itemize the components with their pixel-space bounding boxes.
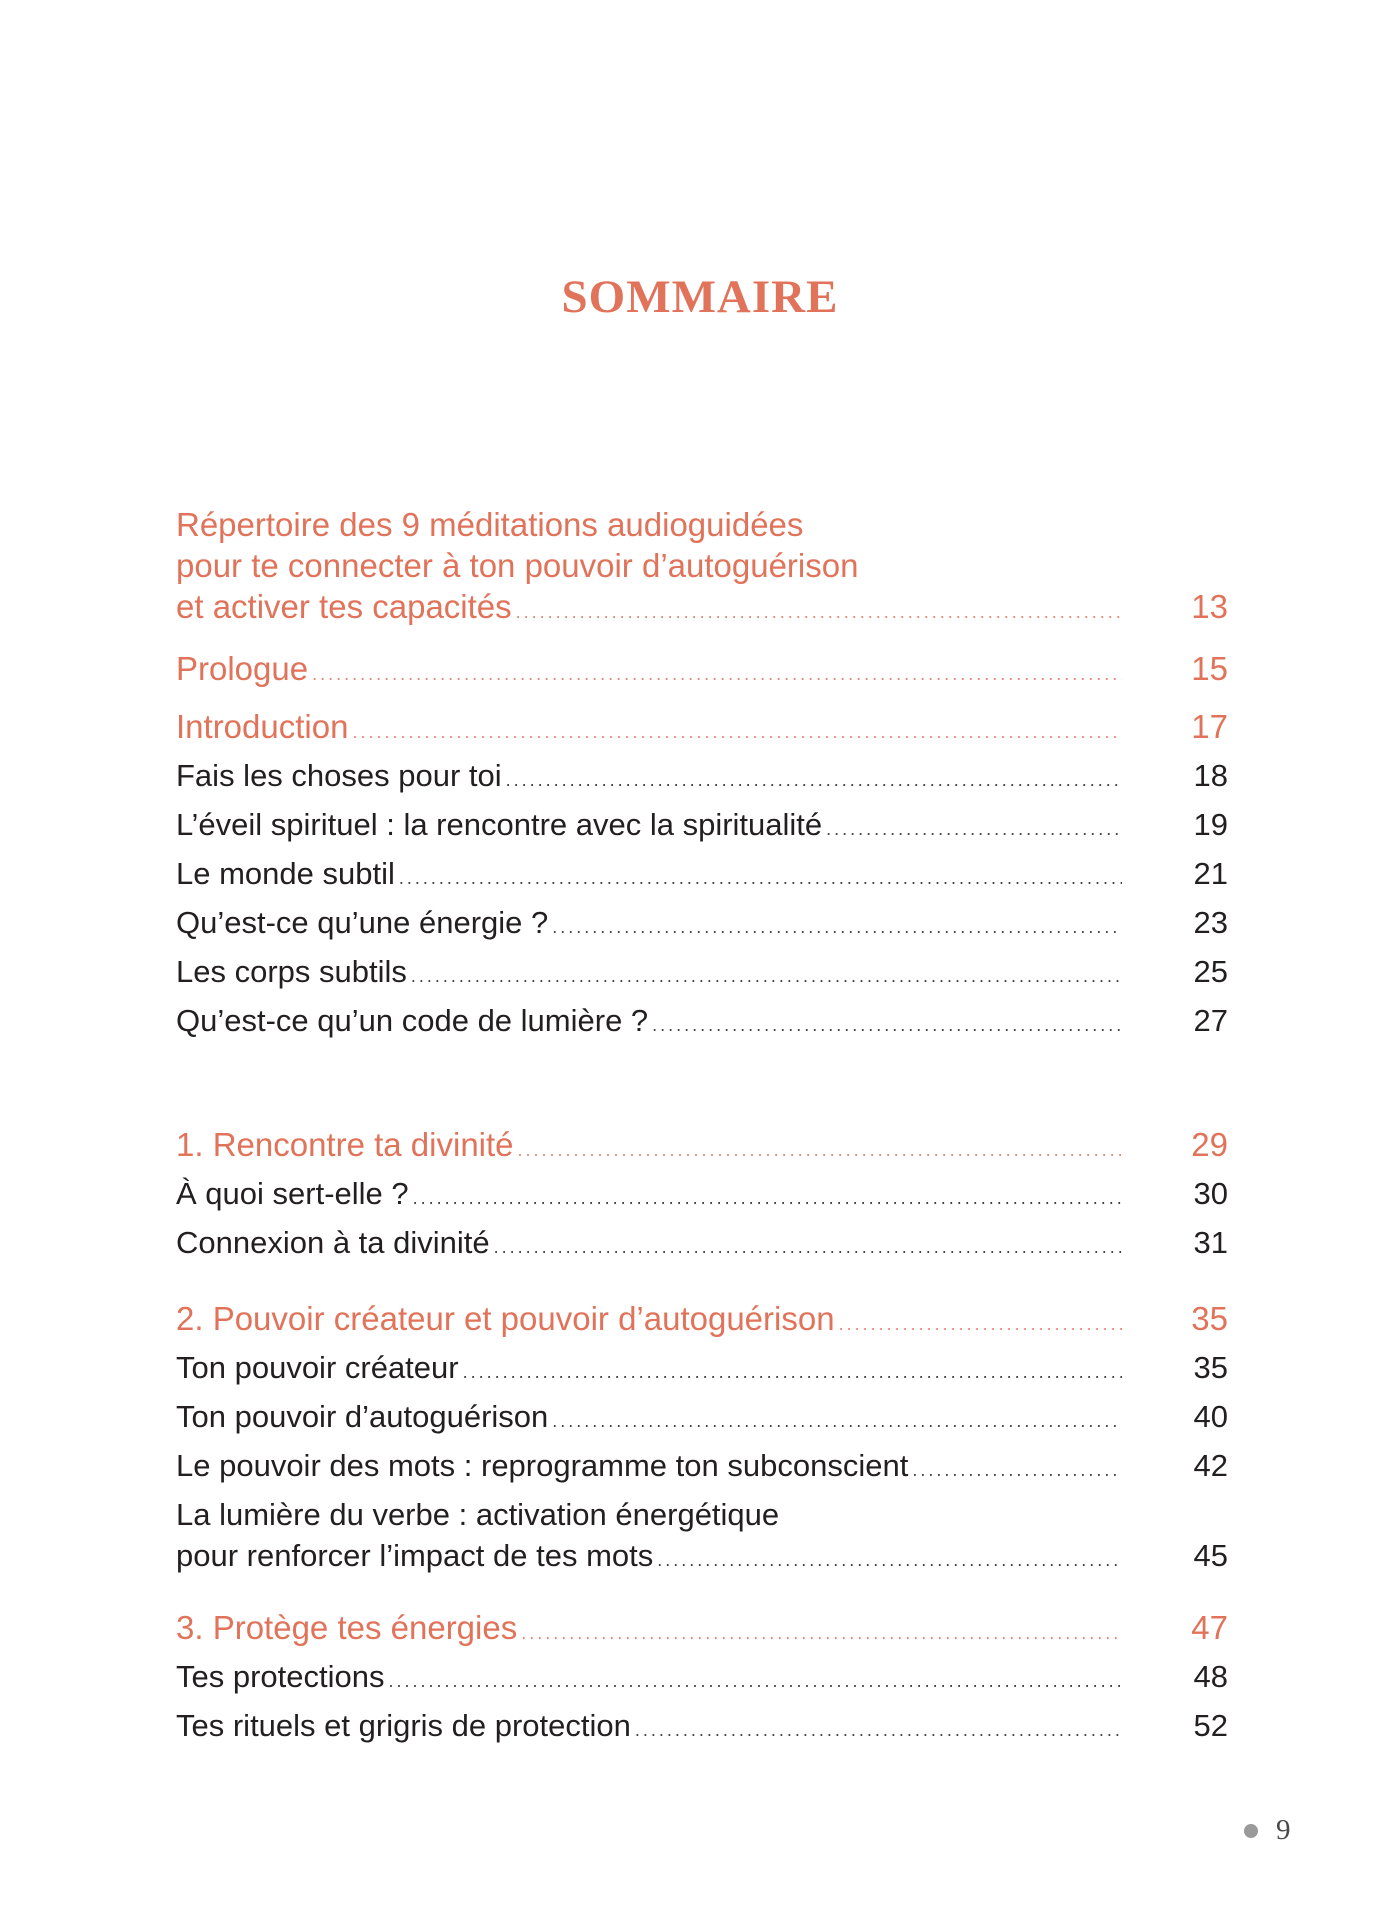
toc-section-entry[interactable] bbox=[176, 1124, 1228, 1171]
toc-page-number: 35 bbox=[1191, 1300, 1228, 1337]
dot-leader bbox=[826, 809, 1122, 850]
dot-leader bbox=[912, 1450, 1122, 1491]
toc-entry-title: Ton pouvoir créateur bbox=[176, 1350, 459, 1385]
dot-leader bbox=[494, 1227, 1122, 1268]
toc-entry-row bbox=[176, 1607, 1228, 1654]
dot-leader bbox=[413, 1178, 1122, 1219]
toc-entry-title: Ton pouvoir d’autoguérison bbox=[176, 1399, 549, 1434]
toc-entry-title: Connexion à ta divinité bbox=[176, 1225, 490, 1260]
toc-entry-row bbox=[176, 804, 1228, 850]
toc-entry-row bbox=[176, 586, 1228, 633]
page-folio bbox=[1244, 1814, 1291, 1847]
toc-entry-row bbox=[176, 755, 1228, 801]
toc-page-number: 13 bbox=[1191, 588, 1228, 625]
toc-entry[interactable] bbox=[176, 1347, 1228, 1393]
dot-leader bbox=[518, 1130, 1122, 1171]
toc-entry-title: À quoi sert-elle ? bbox=[176, 1176, 409, 1211]
toc-entry-title-line: Répertoire des 9 méditations audioguidées bbox=[176, 506, 804, 543]
toc-entry-row bbox=[176, 1396, 1228, 1442]
toc-entry-row bbox=[176, 1222, 1228, 1268]
toc-entry[interactable] bbox=[176, 804, 1228, 850]
toc-page-number: 17 bbox=[1191, 708, 1228, 745]
toc-page-number: 48 bbox=[1193, 1659, 1228, 1694]
toc-entry-row bbox=[176, 853, 1228, 899]
toc-entry[interactable] bbox=[176, 755, 1228, 801]
toc-entry-title: Introduction bbox=[176, 708, 349, 745]
toc-entry-title: Les corps subtils bbox=[176, 954, 407, 989]
dot-leader bbox=[411, 956, 1122, 997]
dot-leader bbox=[635, 1710, 1122, 1751]
toc-entry-title: Tes protections bbox=[176, 1659, 385, 1694]
toc-page-number: 42 bbox=[1193, 1448, 1228, 1483]
toc-entry-row bbox=[176, 1000, 1228, 1046]
dot-leader bbox=[839, 1304, 1122, 1345]
toc-entry-title: et activer tes capacités bbox=[176, 588, 512, 625]
toc-entry-row bbox=[176, 951, 1228, 997]
dot-leader bbox=[657, 1540, 1122, 1581]
toc-entry-row bbox=[176, 1535, 1228, 1581]
dot-leader bbox=[389, 1661, 1123, 1702]
toc-page-number: 52 bbox=[1193, 1708, 1228, 1743]
toc-entry-row bbox=[176, 1656, 1228, 1702]
toc-page-number: 47 bbox=[1191, 1609, 1228, 1646]
dot-leader bbox=[652, 1005, 1122, 1046]
toc-section-entry[interactable] bbox=[176, 1298, 1228, 1345]
toc-entry-title: L’éveil spirituel : la rencontre avec la spiritualité bbox=[176, 807, 823, 842]
bullet-icon bbox=[1244, 1824, 1258, 1838]
toc-entry-row bbox=[176, 1705, 1228, 1751]
toc-entry[interactable] bbox=[176, 853, 1228, 899]
toc-entry-title: Le pouvoir des mots : reprogramme ton subconscient bbox=[176, 1448, 909, 1483]
toc-page-number: 21 bbox=[1193, 856, 1228, 891]
toc-entry-title-line: pour te connecter à ton pouvoir d’autoguérison bbox=[176, 547, 859, 584]
dot-leader bbox=[552, 1401, 1122, 1442]
toc-entry-title: Qu’est-ce qu’une énergie ? bbox=[176, 905, 549, 940]
toc-entry-row bbox=[176, 1173, 1228, 1219]
toc-entry-row bbox=[176, 1445, 1228, 1491]
toc-entry-row bbox=[176, 902, 1228, 948]
toc-page-number: 40 bbox=[1193, 1399, 1228, 1434]
toc-entry-title: Le monde subtil bbox=[176, 856, 395, 891]
dot-leader bbox=[552, 907, 1122, 948]
dot-leader bbox=[463, 1352, 1122, 1393]
dot-leader bbox=[352, 712, 1122, 753]
dot-leader bbox=[516, 592, 1122, 633]
toc-page-number: 29 bbox=[1191, 1126, 1228, 1163]
toc-entry-title: 1. Rencontre ta divinité bbox=[176, 1126, 514, 1163]
toc-entry[interactable] bbox=[176, 1656, 1228, 1702]
toc-entry[interactable] bbox=[176, 1396, 1228, 1442]
toc-entry[interactable] bbox=[176, 1445, 1228, 1491]
toc-page-number: 25 bbox=[1193, 954, 1228, 989]
toc-section-entry[interactable] bbox=[176, 706, 1228, 753]
toc-section-entry[interactable] bbox=[176, 1607, 1228, 1654]
toc-entry-title: pour renforcer l’impact de tes mots bbox=[176, 1538, 654, 1573]
toc-entry-title-line: La lumière du verbe : activation énergétique bbox=[176, 1497, 780, 1532]
toc-entry-title: 3. Protège tes énergies bbox=[176, 1609, 518, 1646]
toc-page-number: 27 bbox=[1193, 1003, 1228, 1038]
toc-entry-title: Tes rituels et grigris de protection bbox=[176, 1708, 631, 1743]
toc-entry-title: Qu’est-ce qu’un code de lumière ? bbox=[176, 1003, 649, 1038]
toc-section-entry[interactable] bbox=[176, 648, 1228, 695]
dot-leader bbox=[312, 654, 1122, 695]
toc-entry-title: Prologue bbox=[176, 650, 309, 687]
toc-page-number: 18 bbox=[1193, 758, 1228, 793]
toc-entry[interactable] bbox=[176, 902, 1228, 948]
toc-entry[interactable] bbox=[176, 1173, 1228, 1219]
toc-entry-row bbox=[176, 1347, 1228, 1393]
page-number: 9 bbox=[1276, 1814, 1291, 1846]
toc-page-number: 45 bbox=[1193, 1538, 1228, 1573]
toc-entry[interactable] bbox=[176, 1705, 1228, 1751]
toc-entry-title: 2. Pouvoir créateur et pouvoir d’autoguérison bbox=[176, 1300, 835, 1337]
dot-leader bbox=[506, 760, 1122, 801]
toc-entry[interactable] bbox=[176, 951, 1228, 997]
toc-page-number: 19 bbox=[1193, 807, 1228, 842]
page-title: SOMMAIRE bbox=[561, 271, 839, 323]
toc-entry[interactable] bbox=[176, 1494, 1228, 1581]
toc-entry-row bbox=[176, 1124, 1228, 1171]
dot-leader bbox=[521, 1613, 1122, 1654]
dot-leader bbox=[399, 858, 1122, 899]
toc-entry[interactable] bbox=[176, 1222, 1228, 1268]
toc-page-number: 35 bbox=[1193, 1350, 1228, 1385]
toc-section-entry[interactable] bbox=[176, 504, 1228, 633]
toc-page-number: 23 bbox=[1193, 905, 1228, 940]
toc-page-number: 31 bbox=[1193, 1225, 1228, 1260]
toc-page-number: 30 bbox=[1193, 1176, 1228, 1211]
toc-entry-row bbox=[176, 648, 1228, 695]
toc-entry[interactable] bbox=[176, 1000, 1228, 1046]
toc-entry-title: Fais les choses pour toi bbox=[176, 758, 502, 793]
toc-entry-row bbox=[176, 1298, 1228, 1345]
toc-entry-row bbox=[176, 706, 1228, 753]
toc-page-number: 15 bbox=[1191, 650, 1228, 687]
